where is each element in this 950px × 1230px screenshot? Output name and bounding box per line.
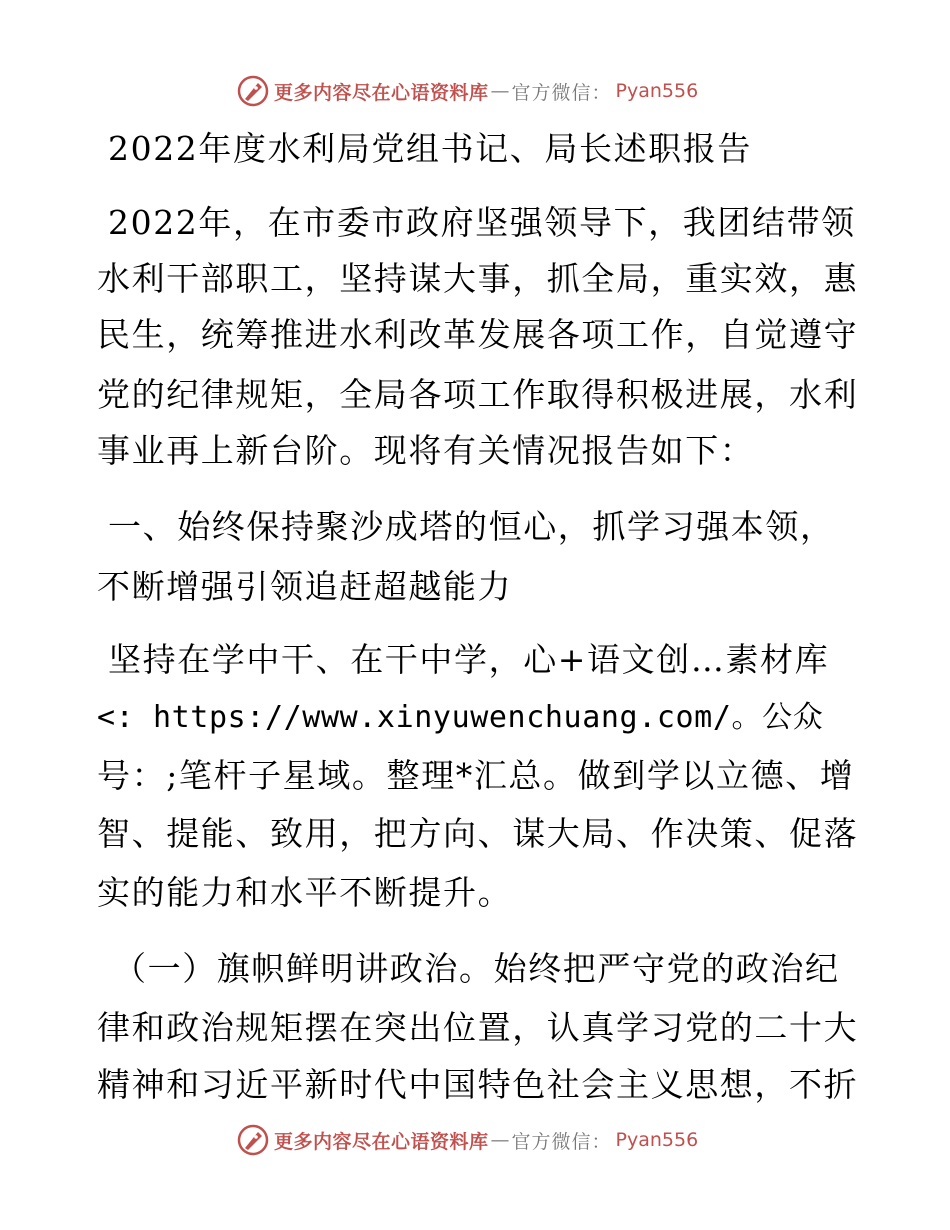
document-title: 2022年度水利局党组书记、局长述职报告 — [108, 129, 752, 168]
watermark-dash: — — [490, 1129, 510, 1151]
body-line: 智、提能、致用，把方向、谋大局、作决策、促落 — [97, 814, 859, 853]
body-line: 实的能力和水平不断提升。 — [97, 873, 513, 912]
header-watermark — [236, 73, 698, 109]
intro-line: 2022年，在市委市政府坚强领导下，我团结带领 — [108, 203, 856, 242]
pen-nib-icon — [236, 74, 270, 108]
footer-watermark — [236, 1122, 698, 1158]
watermark-official: 官方微信： — [511, 1130, 612, 1153]
intro-line: 民生，统筹推进水利改革发展各项工作，自觉遵守 — [97, 315, 859, 354]
subsection-line: （一）旗帜鲜明讲政治。始终把严守党的政治纪 — [113, 949, 840, 988]
section-heading-line: 不断增强引领追赶超越能力 — [97, 567, 513, 606]
watermark-dash: — — [490, 80, 510, 102]
subsection-line: 精神和习近平新时代中国特色社会主义思想，不折 — [97, 1065, 859, 1104]
watermark-text: 更多内容尽在心语资料库 — [274, 1130, 489, 1153]
body-line: 号：;笔杆子星域。整理*汇总。做到学以立德、增 — [97, 756, 855, 795]
intro-line: 水利干部职工，坚持谋大事，抓全局，重实效，惠 — [97, 259, 859, 298]
watermark-id: Pyan556 — [615, 1129, 699, 1151]
body-line-url: <: https://www.xinyuwenchuang.com/。公众 — [97, 700, 824, 735]
section-heading-line: 一、始终保持聚沙成塔的恒心，抓学习强本领， — [108, 507, 835, 546]
intro-line: 事业再上新台阶。现将有关情况报告如下： — [97, 431, 755, 470]
watermark-text: 更多内容尽在心语资料库 — [274, 81, 489, 104]
intro-line: 党的纪律规矩，全局各项工作取得积极进展，水利 — [97, 375, 859, 414]
watermark-id: Pyan556 — [615, 80, 699, 102]
body-line: 坚持在学中干、在干中学，心+语文创…素材库 — [108, 640, 830, 679]
pen-nib-icon — [236, 1123, 270, 1157]
watermark-official: 官方微信： — [511, 81, 612, 104]
subsection-line: 律和政治规矩摆在突出位置，认真学习党的二十大 — [97, 1008, 859, 1047]
